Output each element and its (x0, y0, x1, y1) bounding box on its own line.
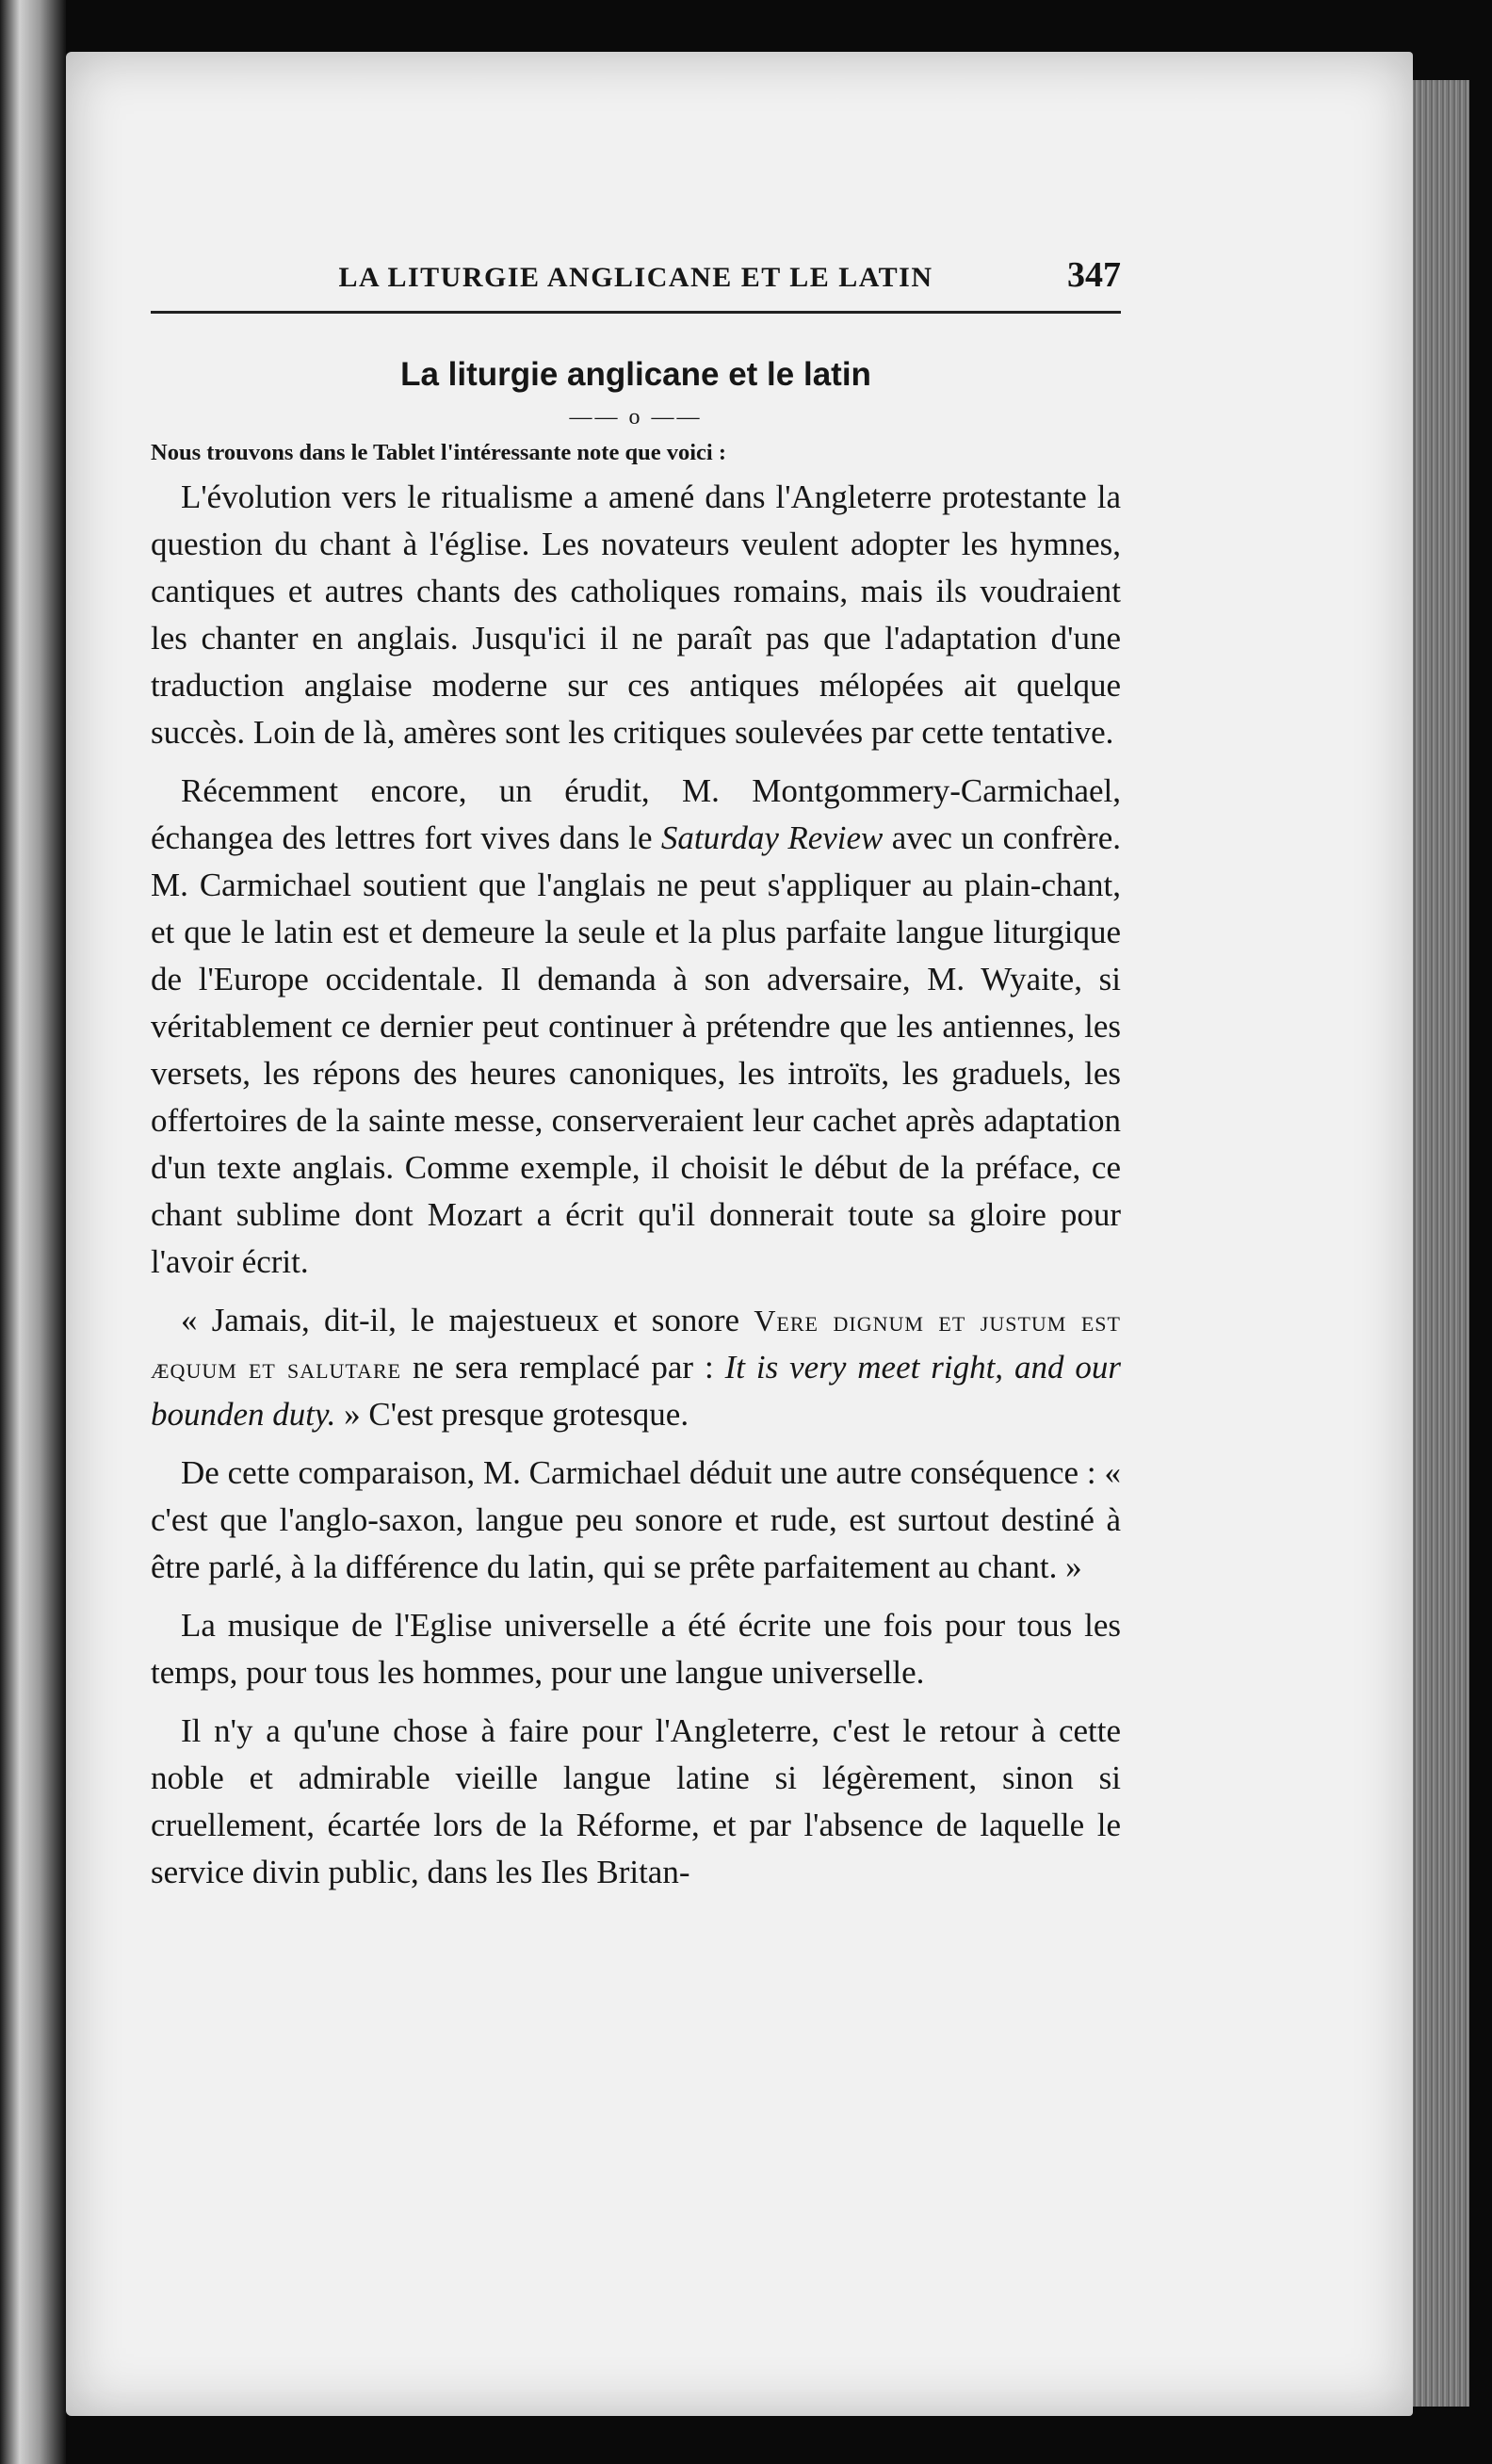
running-head: LA LITURGIE ANGLICANE ET LE LATIN (338, 262, 933, 293)
paragraph-1: L'évolution vers le ritualisme a amené dans l'Angleterre protestante la question du chant à l'église. Les novateurs veulent adopter les hymnes, cantiques et autres chants des catholiques romains, mais ils voudraient les chanter en anglais. Jusqu'ici il ne paraît pas que l'adaptation d'une traduction anglaise moderne sur ces antiques mélopées ait quelque succès. Loin de là, amères sont les critiques soulevées par cette tentative. (151, 478, 1121, 751)
page-number: 347 (1067, 255, 1121, 295)
article-title: La liturgie anglicane et le latin (400, 356, 871, 393)
paragraph-3-smallcaps: Vere dignum et justum est æquum et salutare (151, 1304, 1121, 1385)
paragraph-3 (151, 1297, 1121, 1438)
paragraph-3-text-c: » C'est presque grotesque. (335, 1396, 689, 1433)
paragraph-2-text-a: Récemment encore, un érudit, M. Montgommery-Carmichael, échangea des lettres fort vives dans le (151, 772, 1121, 856)
book-spine-edge (0, 0, 66, 2464)
paragraph-4: De cette comparaison, M. Carmichael déduit une autre conséquence : « c'est que l'anglo-saxon, langue peu sonore et rude, est surtout destiné à être parlé, à la différence du latin, qui se prête parfaitement au chant. » (151, 1454, 1121, 1585)
title-ornament: —— o —— (569, 405, 703, 430)
paragraph-2 (151, 768, 1121, 1286)
intro-line: Nous trouvons dans le Tablet l'intéressante note que voici : (151, 440, 726, 465)
paragraph-6: Il n'y a qu'une chose à faire pour l'Angleterre, c'est le retour à cette noble et admirable vieille langue latine si légèrement, sinon si cruellement, écartée lors de la Réforme, et par l'absence de laquelle le service divin public, dans les Iles Britan- (151, 1712, 1121, 1890)
paragraph-3-text-a: « Jamais, dit-il, le majestueux et sonore (181, 1302, 754, 1338)
paragraph-2-italic: Saturday Review (660, 819, 884, 856)
paragraph-3-italic: It is very meet right, and our bounden duty. (151, 1349, 1121, 1433)
page-content (151, 254, 1121, 1907)
page-stack-edges (1413, 80, 1469, 2407)
paragraph-5: La musique de l'Eglise universelle a été écrite une fois pour tous les temps, pour tous les hommes, pour une langue universelle. (151, 1607, 1121, 1691)
paragraph-2-text-b: avec un confrère. M. Carmichael soutient que l'anglais ne peut s'appliquer au plain-chant, et que le latin est et demeure la seule et la plus parfaite langue liturgique de l'Europe occidentale. Il demanda à son adversaire, M. Wyaite, si véritablement ce dernier peut continuer à prétendre que les antiennes, les versets, les répons des heures canoniques, les introïts, les graduels, les offertoires de la sainte messe, conserveraient leur cachet après adaptation d'un texte anglais. Comme exemple, il choisit le début de la préface, ce chant sublime dont Mozart a écrit qu'il donnerait toute sa gloire pour l'avoir écrit. (151, 819, 1121, 1280)
paragraph-3-text-b: ne sera remplacé par : (401, 1349, 725, 1386)
page-header (151, 254, 1121, 314)
